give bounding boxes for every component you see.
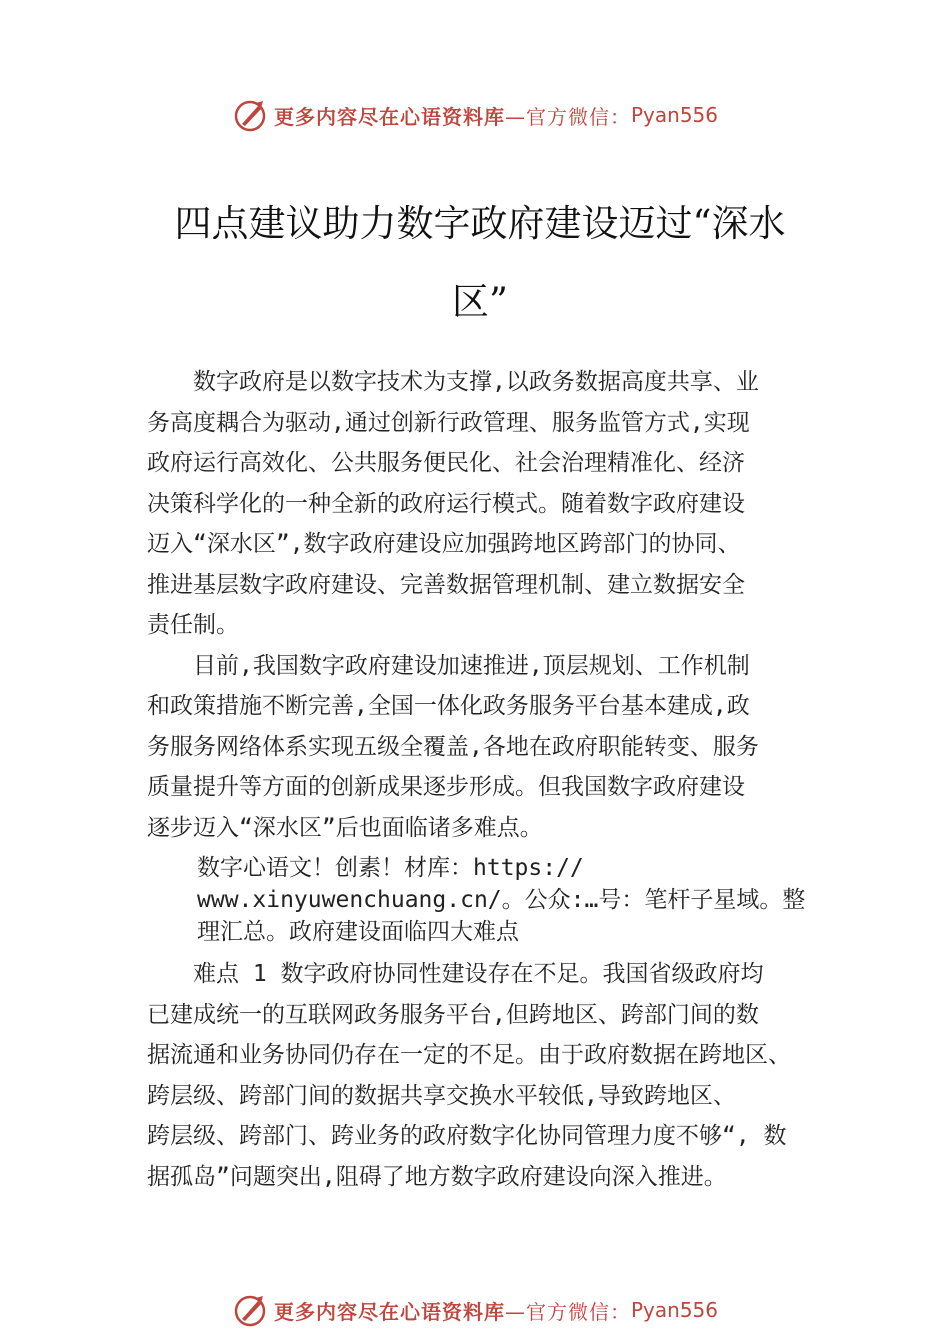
- p2-line: 质量提升等方面的创新成果逐步形成。但我国数字政府建设: [147, 774, 745, 800]
- paragraph-1: [147, 362, 847, 646]
- paragraph-3: [147, 954, 847, 1197]
- watermark-wechat-id: Pyan556: [630, 1298, 718, 1322]
- watermark-banner-bottom: [0, 1290, 950, 1330]
- page-title: [140, 185, 820, 341]
- p1-line: 政府运行高效化、公共服务便民化、社会治理精准化、经济: [147, 450, 745, 476]
- watermark-sub-text: —官方微信：: [504, 1299, 631, 1324]
- p3-line: 跨层级、跨部门间的数据共享交换水平较低,导致跨地区、: [147, 1082, 736, 1109]
- title-line-2: 区”: [452, 280, 508, 323]
- p3-line: 难点 1 数字政府协同性建设存在不足。我国省级政府均: [193, 961, 764, 987]
- note-line: www.xinyuwenchuang.cn/。公众:…号：笔杆子星域。整: [197, 887, 806, 913]
- p2-line: 和政策措施不断完善,全国一体化政务服务平台基本建成,政: [147, 693, 750, 719]
- p2-line: 务服务网络体系实现五级全覆盖,各地在政府职能转变、服务: [147, 733, 759, 760]
- p1-line: 决策科学化的一种全新的政府运行模式。随着数字政府建设: [147, 490, 745, 517]
- p3-line: 跨层级、跨部门、跨业务的政府数字化协同管理力度不够“, 数: [147, 1123, 787, 1149]
- note-line: 数字心语文！创素！材库：https://: [197, 855, 584, 881]
- paragraph-2: [147, 646, 847, 849]
- note-line: 理汇总。政府建设面临四大难点: [197, 919, 519, 945]
- p3-line: 已建成统一的互联网政务服务平台,但跨地区、跨部门间的数: [147, 1001, 759, 1028]
- p3-line: 据流通和业务协同仍存在一定的不足。由于政府数据在跨地区、: [147, 1042, 791, 1068]
- p1-line: 迈入“深水区”,数字政府建设应加强跨地区跨部门的协同、: [147, 531, 741, 557]
- quill-logo-icon: [232, 97, 268, 133]
- watermark-wechat-id: Pyan556: [630, 103, 718, 127]
- article-body: [147, 362, 847, 1197]
- quill-logo-icon: [232, 1292, 268, 1328]
- watermark-sub-text: —官方微信：: [504, 104, 631, 129]
- watermark-main-text: 更多内容尽在心语资料库: [273, 104, 505, 129]
- title-line-1: 四点建议助力数字政府建设迈过“深水: [174, 202, 786, 245]
- p1-line: 推进基层数字政府建设、完善数据管理机制、建立数据安全: [147, 571, 745, 598]
- watermark-banner-top: [0, 95, 950, 135]
- watermark-main-text: 更多内容尽在心语资料库: [273, 1299, 505, 1324]
- p3-line: 据孤岛”问题突出,阻碍了地方数字政府建设向深入推进。: [147, 1163, 727, 1190]
- p2-line: 目前,我国数字政府建设加速推进,顶层规划、工作机制: [193, 652, 750, 679]
- p1-line: 数字政府是以数字技术为支撑,以政务数据高度共享、业: [193, 369, 759, 395]
- p1-line: 务高度耦合为驱动,通过创新行政管理、服务监管方式,实现: [147, 409, 750, 436]
- source-note: [197, 852, 847, 948]
- p1-line: 责任制。: [147, 612, 239, 638]
- p2-line: 逐步迈入“深水区”后也面临诸多难点。: [147, 814, 543, 841]
